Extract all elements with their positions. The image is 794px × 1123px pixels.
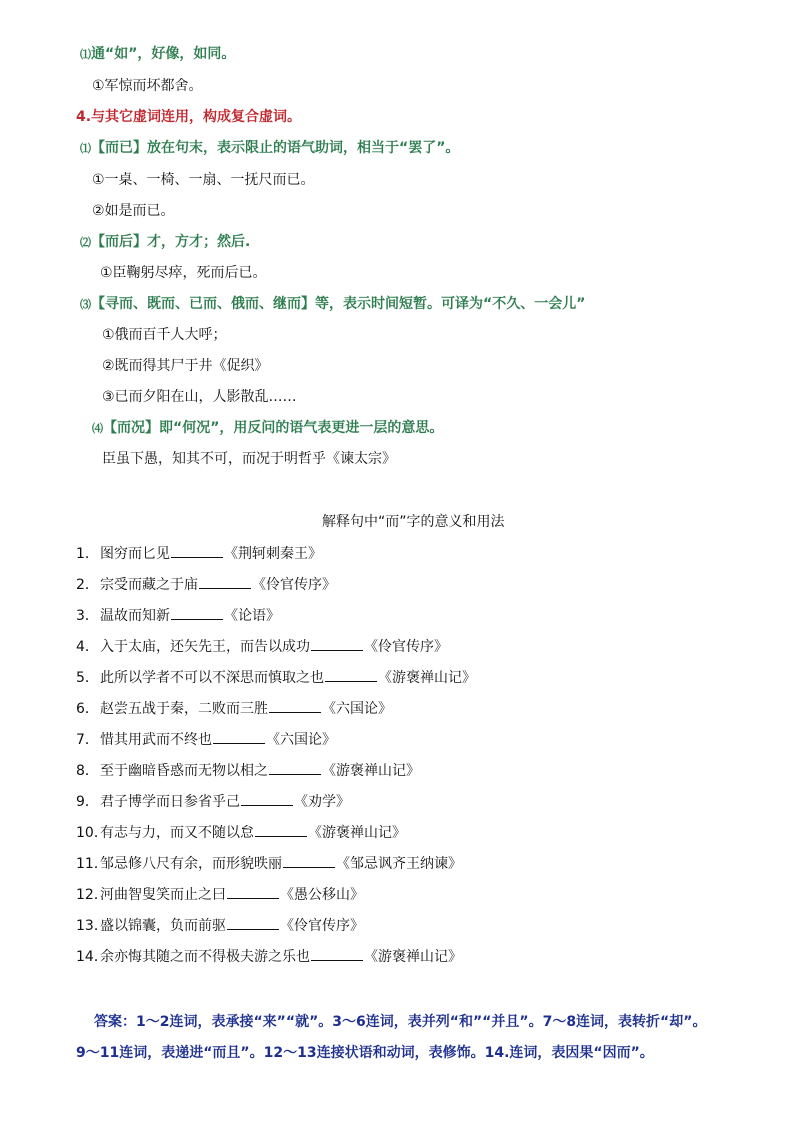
question-item [76, 915, 364, 936]
example-line: ③已而夕阳在山，人影散乱…… [102, 389, 297, 405]
answer-blank[interactable] [171, 605, 223, 620]
question-text: 温故而知新 [100, 608, 170, 624]
question-number: 8． [76, 763, 99, 779]
question-text: 惜其用武而不终也 [100, 732, 212, 748]
question-number: 10． [76, 825, 108, 841]
question-item [76, 760, 420, 781]
question-text: 盛以锦囊，负而前驱 [100, 918, 226, 934]
question-text: 君子博学而日参省乎己 [100, 794, 240, 810]
question-number: 9． [76, 794, 99, 810]
question-source: 《荆轲刺秦王》 [224, 546, 322, 562]
sub-item-1 [80, 44, 235, 65]
question-text: 余亦悔其随之而不得极夫游之乐也 [100, 949, 310, 965]
question-item [76, 884, 364, 905]
question-item [76, 636, 448, 657]
answer-blank[interactable] [241, 791, 293, 806]
sub-item-er-yi [80, 138, 459, 159]
question-number: 1． [76, 546, 99, 562]
question-number: 14． [76, 949, 108, 965]
item-number: ⑵ [80, 236, 91, 249]
example-line: ②如是而已。 [92, 203, 175, 219]
sub-item-er-hou [80, 232, 250, 253]
answer-blank[interactable] [325, 667, 377, 682]
answer-blank[interactable] [171, 543, 223, 558]
question-source: 《愚公移山》 [280, 887, 364, 903]
item-number: ⑷ [92, 422, 103, 435]
answer-blank[interactable] [311, 946, 363, 961]
item-text: 【而已】放在句末，表示限止的语气助词，相当于“罢了”。 [91, 140, 460, 156]
question-item [76, 822, 406, 843]
question-source: 《游褒禅山记》 [322, 763, 420, 779]
question-item [76, 605, 280, 626]
answer-blank[interactable] [311, 636, 363, 651]
answer-blank[interactable] [283, 853, 335, 868]
question-text: 图穷而匕见 [100, 546, 170, 562]
example-line: ①一桌、一椅、一扇、一抚尺而已。 [92, 172, 315, 188]
question-number: 13． [76, 918, 108, 934]
answer-blank[interactable] [199, 574, 251, 589]
question-number: 5． [76, 670, 99, 686]
question-text: 此所以学者不可以不深思而慎取之也 [100, 670, 324, 686]
answer-blank[interactable] [269, 760, 321, 775]
question-text: 有志与力，而又不随以怠 [100, 825, 254, 841]
exercise-title: 解释句中“而”字的意义和用法 [322, 514, 505, 530]
question-source: 《论语》 [224, 608, 280, 624]
question-text: 至于幽暗昏惑而无物以相之 [100, 763, 268, 779]
section-heading-4: 4.与其它虚词连用，构成复合虚词。 [76, 109, 302, 125]
answer-blank[interactable] [255, 822, 307, 837]
answer-blank[interactable] [227, 884, 279, 899]
question-source: 《游褒禅山记》 [378, 670, 476, 686]
question-text: 邹忌修八尺有余，而形貌昳丽 [100, 856, 282, 872]
sub-item-er-kuang [92, 418, 443, 439]
example-line: ①臣鞠躬尽瘁，死而后已。 [100, 265, 267, 281]
question-source: 《邹忌讽齐王纳谏》 [336, 856, 462, 872]
item-number: ⑶ [80, 298, 91, 311]
question-item [76, 574, 336, 595]
example-line: ①俄而百千人大呼； [102, 327, 227, 343]
question-number: 11． [76, 856, 108, 872]
question-text: 赵尝五战于秦，二败而三胜 [100, 701, 268, 717]
question-item [76, 853, 462, 874]
item-text: 【寻而、既而、已而、俄而、继而】等，表示时间短暂。可译为“不久、一会儿” [91, 296, 586, 312]
question-item [76, 946, 462, 967]
question-item [76, 543, 322, 564]
answer-blank[interactable] [227, 915, 279, 930]
example-line: 臣虽下愚，知其不可，而况于明哲乎《谏太宗》 [102, 451, 396, 467]
item-number: ⑴ [80, 142, 91, 155]
question-source: 《伶官传序》 [364, 639, 448, 655]
question-number: 7． [76, 732, 99, 748]
question-source: 《劝学》 [294, 794, 350, 810]
question-text: 宗受而藏之于庙 [100, 577, 198, 593]
item-text: 【而况】即“何况”，用反问的语气表更进一层的意思。 [103, 420, 444, 436]
answer-blank[interactable] [213, 729, 265, 744]
question-source: 《伶官传序》 [280, 918, 364, 934]
question-source: 《游褒禅山记》 [364, 949, 462, 965]
answer-line-2: 9～11连词，表递进“而且”。12～13连接状语和动词，表修饰。14.连词，表因果“因而”。 [76, 1045, 654, 1061]
question-number: 2． [76, 577, 99, 593]
question-number: 4． [76, 639, 99, 655]
question-item [76, 698, 392, 719]
question-number: 3． [76, 608, 99, 624]
question-text: 入于太庙，还矢先王，而告以成功 [100, 639, 310, 655]
item-text: 【而后】才，方才；然后. [91, 234, 251, 250]
answer-line-1: 答案：1～2连词，表承接“来”“就”。3～6连词，表并列“和”“并且”。7～8连词，表转折“却”。 [94, 1014, 707, 1030]
item-text: 通“如”，好像，如同。 [91, 46, 236, 62]
question-source: 《游褒禅山记》 [308, 825, 406, 841]
answer-blank[interactable] [269, 698, 321, 713]
question-source: 《伶官传序》 [252, 577, 336, 593]
question-source: 《六国论》 [322, 701, 392, 717]
question-number: 12． [76, 887, 108, 903]
question-item [76, 667, 476, 688]
example-line: ②既而得其尸于井《促织》 [102, 358, 269, 374]
example-line: ①军惊而坏都舍。 [92, 78, 203, 94]
question-item [76, 791, 350, 812]
sub-item-xun-er [80, 294, 585, 315]
item-number: ⑴ [80, 48, 91, 61]
question-item [76, 729, 336, 750]
question-source: 《六国论》 [266, 732, 336, 748]
question-text: 河曲智叟笑而止之曰 [100, 887, 226, 903]
question-number: 6． [76, 701, 99, 717]
